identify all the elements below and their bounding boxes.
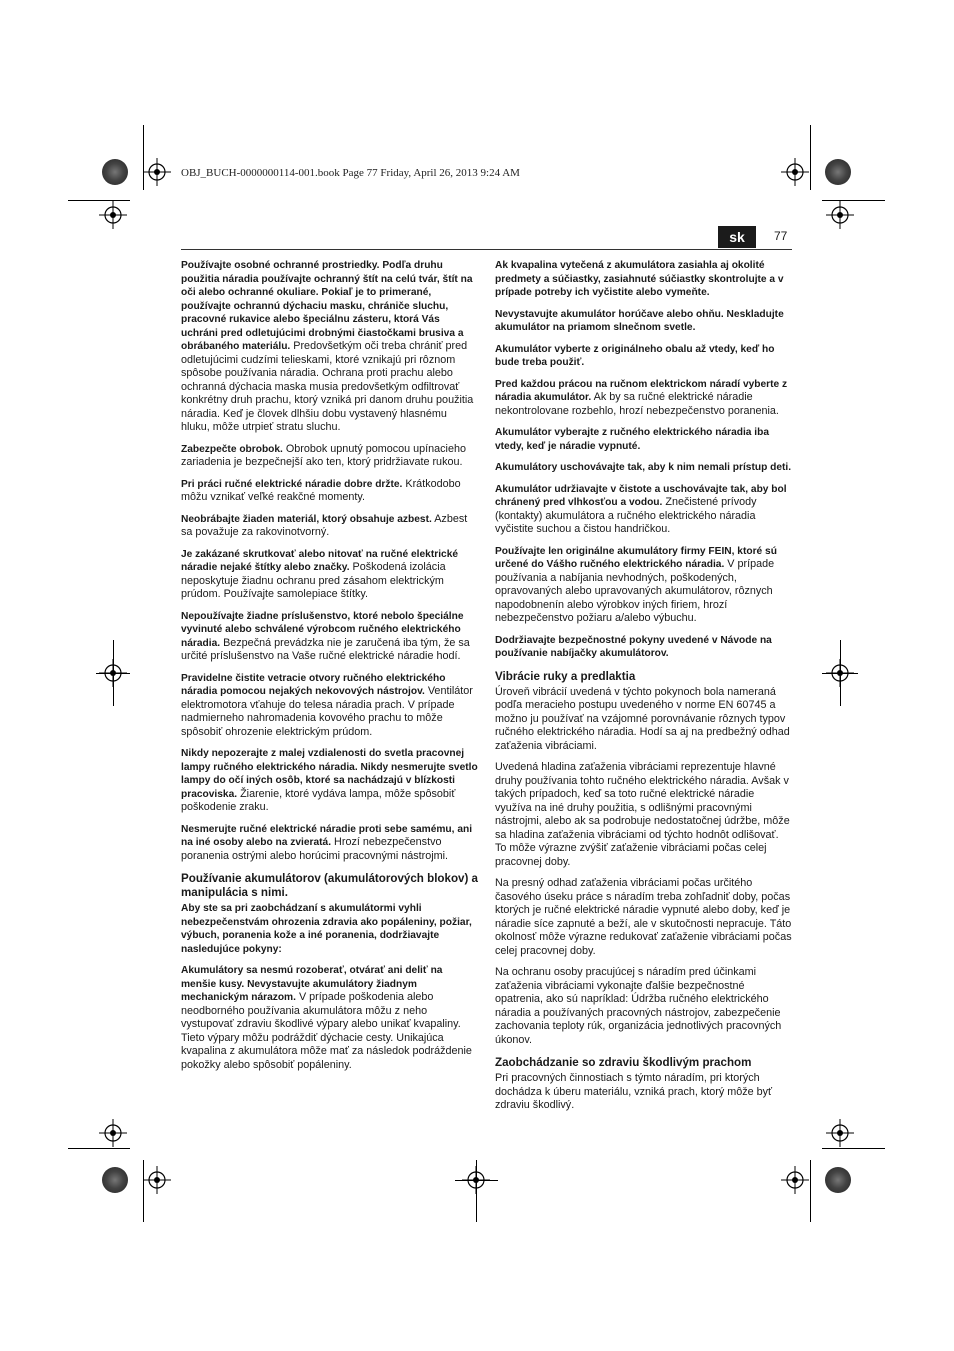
- color-target-icon: [825, 1167, 851, 1193]
- crosshair-mark-icon: [143, 158, 171, 186]
- paragraph: [495, 877, 792, 958]
- paragraph-bold-lead: Akumulátor vyberajte z ručného elektrického náradia iba vtedy, keď je náradie vypnuté.: [495, 427, 770, 452]
- paragraph-text: Obrobok upnutý pomocou upínacieho zariadenia je bezpečnejší ako ten, ktorý pridržiavate rukou.: [181, 442, 466, 468]
- paragraph-text: V prípade poškodenia alebo neodborného používania akumulátora môžu z neho vystupovať zdraviu škodlivé výpary alebo unikať kvapaliny. Tieto výpary môžu podráždiť dýchacie cesty. Unikajúca kvapalina z akumulátora môže mať za následok podráždenie pokožky alebo spôsobiť popáleniny.: [181, 991, 472, 1071]
- paragraph: [181, 610, 478, 664]
- crosshair-mark-icon: [781, 1166, 809, 1194]
- paragraph: [495, 761, 792, 869]
- crosshair-mark-icon: [826, 1119, 854, 1147]
- paragraph: [181, 513, 478, 540]
- trim-line: [476, 1160, 477, 1222]
- trim-line: [455, 1180, 498, 1181]
- paragraph-text: Uvedená hladina zaťaženia vibráciami reprezentuje hlavné druhy používania tohto ručného elektrického náradia. Avšak v takých prípadoch, keď sa toto ručné elektrické náradie využíva na iné druhy použitia, s odlišnými pracovnými nástrojmi, alebo ak sa podrobuje nedostatočnej údržbe, môže sa hladina zaťaženia vibráciami od týchto hodnôt odlišovať. To môže výrazne zvýšiť zaťaženie vibráciami počas celej pracovnej doby.: [495, 761, 790, 868]
- paragraph-text: V prípade používania a nabíjania nevhodných, poškodených, opravovaných alebo upravovaných akumulátorov, rôznych napodobnenín alebo výrobkov iných firiem, hrozí nebezpečenstvo požiaru a/alebo výbuchu.: [495, 558, 775, 624]
- paragraph-bold-lead: Aby ste sa pri zaobchádzaní s akumulátormi vyhli nebezpečenstvám ohrozenia zdravia ako popáleniny, požiar, výbuch, poranenia kože a iné poranenia, dodržiavajte nasledujúce pokyny:: [181, 903, 472, 955]
- paragraph: [495, 1072, 792, 1113]
- paragraph-bold-lead: Nesmerujte ručné elektrické náradie proti sebe samému, ani na iné osoby alebo na zvieratá.: [181, 823, 473, 848]
- paragraph: [495, 426, 792, 453]
- page-number: 77: [774, 229, 788, 243]
- paragraph-bold-lead: Dodržiavajte bezpečnostné pokyny uvedené v Návode na používanie nabíjačky akumulátorov.: [495, 634, 772, 659]
- paragraph: [495, 461, 792, 475]
- paragraph: [495, 634, 792, 661]
- paragraph-text: Poškodená izolácia neposkytuje žiadnu ochranu pred zásahom elektrickým prúdom. Používajte samolepiace štítky.: [181, 561, 446, 600]
- trim-line: [68, 1148, 130, 1149]
- trim-line: [96, 673, 130, 674]
- color-target-icon: [102, 159, 128, 185]
- paragraph-text: Na ochranu osoby pracujúcej s náradím pred účinkami zaťaženia vibráciami vykonajte ďalšie bezpečnostné opatrenia, ako sú napríklad: Údržba ručného elektrického náradia a používaných pracovných nástrojov, zabezpečenie zachovania teploty rúk, organizácia jednotlivých pracovných úkonov.: [495, 966, 782, 1046]
- paragraph-text: Krátkodobo môžu vznikať veľké reakčné momenty.: [181, 477, 461, 503]
- paragraph-bold-lead: Akumulátor vyberte z originálneho obalu až vtedy, keď ho bude treba použiť.: [495, 343, 775, 368]
- paragraph: [495, 966, 792, 1047]
- paragraph-text: Hrozí nebezpečenstvo poranenia ostrými alebo horúcimi pracovnými nástrojmi.: [181, 836, 449, 862]
- paragraph: [181, 672, 478, 740]
- color-target-icon: [102, 1167, 128, 1193]
- trim-line: [810, 1160, 811, 1222]
- right-column: [495, 259, 792, 1121]
- paragraph-bold-lead: Akumulátor udržiavajte v čistote a uschovávajte tak, aby bol chránený pred vlhkosťou a vodou.: [495, 483, 787, 508]
- crosshair-mark-icon: [99, 1119, 127, 1147]
- left-column: [181, 259, 478, 1080]
- trim-line: [822, 1148, 885, 1149]
- section-heading: Používanie akumulátorov (akumulátorových blokov) a manipulácia s nimi.: [181, 872, 478, 899]
- paragraph-text: Ak by sa ručné elektrické náradie nekontrolovane rozbehlo, hrozí nebezpečenstvo poranenia.: [495, 391, 779, 417]
- paragraph-bold-lead: Ak kvapalina vytečená z akumulátora zasiahla aj okolité predmety a súčiastky, zasiahnuté súčiastky skontrolujte a v prípade potreby ich vyčistite alebo vymeňte.: [495, 260, 784, 298]
- crosshair-mark-icon: [143, 1166, 171, 1194]
- paragraph-text: Žiarenie, ktoré vydáva lampa, môže spôsobiť poškodenie zraku.: [181, 787, 456, 813]
- paragraph-bold-lead: Akumulátory uschovávajte tak, aby k nim nemali prístup deti.: [495, 462, 792, 473]
- paragraph: [181, 823, 478, 864]
- paragraph: [181, 548, 478, 602]
- paragraph: [181, 478, 478, 505]
- trim-line: [822, 200, 885, 201]
- paragraph: [181, 902, 478, 956]
- paragraph: [495, 378, 792, 419]
- color-target-icon: [825, 159, 851, 185]
- crosshair-mark-icon: [826, 201, 854, 229]
- paragraph-bold-lead: Akumulátory sa nesmú rozoberať, otvárať ani deliť na menšie kusy. Nevystavujte akumulátory žiadnym mechanickým nárazom.: [181, 965, 443, 1003]
- section-heading: Zaobchádzanie so zdraviu škodlivým prachom: [495, 1056, 752, 1069]
- paragraph-text: Znečistené prívody (kontakty) akumulátora a ručného elektrického náradia vyčistite suchou a čistou handričkou.: [495, 496, 757, 535]
- paragraph-bold-lead: Pred každou prácou na ručnom elektrickom náradí vyberte z náradia akumulátor.: [495, 378, 788, 403]
- paragraph-bold-lead: Pravidelne čistite vetracie otvory ručného elektrického náradia pomocou nejakých nekovových nástrojov.: [181, 672, 446, 697]
- paragraph-bold-lead: Nepoužívajte žiadne príslušenstvo, ktoré nebolo špeciálne vyvinuté alebo schválené výrobcom ručného elektrického náradia.: [181, 610, 464, 649]
- trim-line: [810, 125, 811, 190]
- paragraph-text: Úroveň vibrácií uvedená v týchto pokynoch bola nameraná podľa meracieho postupu uvedeného v norme EN 60745 a možno ju používať na vzájomné porovnávanie rôznych typov ručného elektrického náradia. Hodí sa aj na predbežný odhad zaťaženia vibráciami.: [495, 685, 790, 752]
- paragraph-bold-lead: Pri práci ručné elektrické náradie dobre držte.: [181, 478, 403, 490]
- paragraph-bold-lead: Nikdy nepozerajte z malej vzdialenosti do svetla pracovnej lampy ručného elektrického náradia. Nikdy nesmerujte svetlo lampy do očí iných osôb, ktoré sa nachádzajú v blízkosti pracoviska.: [181, 748, 478, 800]
- crosshair-mark-icon: [99, 201, 127, 229]
- paragraph-bold-lead: Používajte osobné ochranné prostriedky. Podľa druhu použitia náradia používajte ochranný štít na celú tvár, štít na oči alebo ochranné okuliare. Pokiaľ je to primerané, používajte ochrannú dýchaciu masku, chrániče sluchu, pracovné rukavice alebo špeciálnu zásteru, ktorá Vás uchráni pred odletujúcimi drobnými čiastočkami brusiva a obrábaného materiálu.: [181, 260, 473, 352]
- paragraph-text: Na presný odhad zaťaženia vibráciami počas určitého časového úseku práce s náradím treba zohľadniť doby, počas ktorých je ručné elektrické náradie vypnuté alebo doby, keď je náradie síce zapnuté a beží, ale v skutočnosti nepracuje. Táto okolnosť môže výrazne redukovať zaťaženie vibráciami počas celej pracovnej doby.: [495, 877, 792, 957]
- paragraph-text: Ventilátor elektromotora vťahuje do telesa náradia prach. V prípade nadmierneho nahromadenia kovového prachu to môže spôsobiť ohrozenie elektrickým prúdom.: [181, 685, 473, 738]
- header-file-info: OBJ_BUCH-0000000114-001.book Page 77 Friday, April 26, 2013 9:24 AM: [181, 167, 520, 179]
- crosshair-mark-icon: [781, 158, 809, 186]
- paragraph-text: Bezpečná prevádzka nie je zaručená iba tým, že sa určité príslušenstvo na Vaše ručné elektrické náradie hodí.: [181, 636, 470, 662]
- language-badge: sk: [718, 226, 756, 248]
- trim-line: [822, 673, 858, 674]
- paragraph: [495, 259, 792, 300]
- paragraph-text: Pri pracovných činnostiach s týmto náradím, pri ktorých dochádza k úberu materiálu, vzniká prach, ktorý môže byť zdraviu škodlivý.: [495, 1072, 773, 1111]
- header-rule: [181, 249, 792, 250]
- paragraph: [495, 545, 792, 626]
- paragraph: [495, 308, 792, 335]
- paragraph: [495, 483, 792, 537]
- paragraph-text: Azbest sa považuje za rakovinotvorný.: [181, 512, 468, 538]
- paragraph: [181, 964, 478, 1072]
- paragraph-bold-lead: Zabezpečte obrobok.: [181, 443, 283, 455]
- trim-line: [68, 200, 130, 201]
- paragraph: [495, 343, 792, 370]
- paragraph-bold-lead: Nevystavujte akumulátor horúčave alebo ohňu. Neskladujte akumulátor na priamom slnečnom svetle.: [495, 308, 784, 333]
- paragraph: [181, 747, 478, 815]
- trim-line: [143, 1160, 144, 1222]
- paragraph-text: Predovšetkým oči treba chrániť pred odletujúcimi cudzími telieskami, ktoré vznikajú pri rôznom spôsobe používania náradia. Ochrana proti prachu alebo ochranná dýchacia maska musia predovšetkým odfiltrovať konkrétny druh prachu, ktorý vzniká pri danom druhu použitia náradia. Keď je človek dlhšiu dobu vystavený hlasnému hluku, môže utrpieť stratu sluchu.: [181, 340, 474, 433]
- trim-line: [143, 125, 144, 190]
- paragraph-bold-lead: Je zakázané skrutkovať alebo nitovať na ručné elektrické náradie nejaké štítky alebo značky.: [181, 548, 459, 573]
- paragraph-bold-lead: Neobrábajte žiaden materiál, ktorý obsahuje azbest.: [181, 513, 432, 525]
- section-heading: Vibrácie ruky a predlaktia: [495, 669, 636, 683]
- paragraph: [181, 259, 478, 435]
- paragraph-bold-lead: Používajte len originálne akumulátory firmy FEIN, ktoré sú určené do Vášho ručného elektrického náradia.: [495, 545, 777, 570]
- paragraph: [495, 686, 792, 754]
- paragraph: [181, 443, 478, 470]
